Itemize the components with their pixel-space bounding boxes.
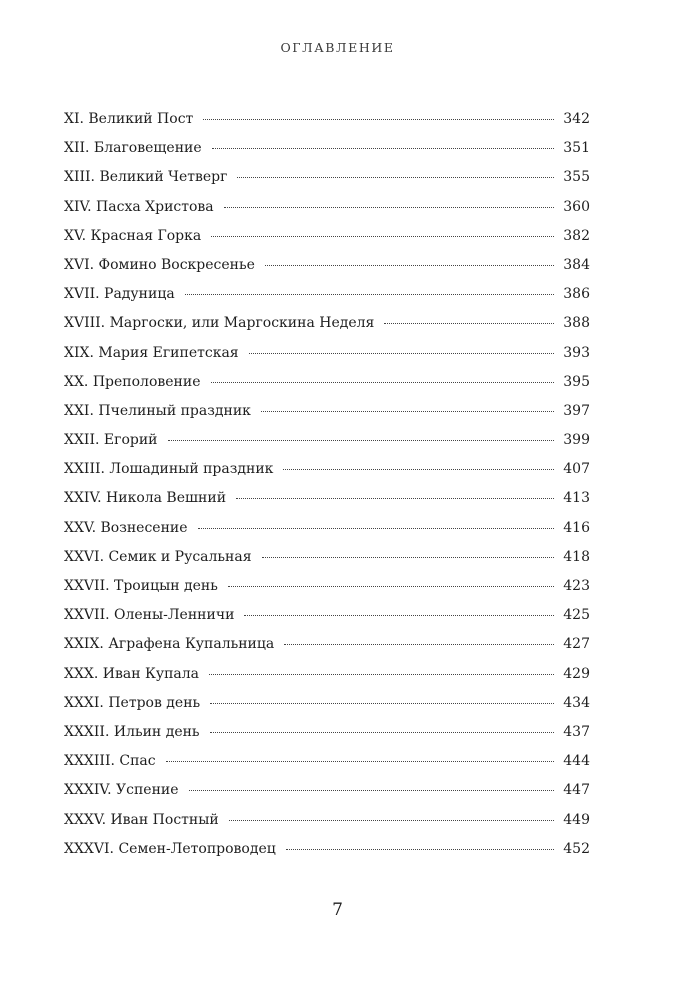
toc-entry: [64, 514, 590, 543]
toc-entry-page: 437: [563, 723, 590, 740]
toc-entry-page: 393: [563, 344, 590, 361]
toc-entry-page: 395: [563, 373, 590, 390]
toc-entry: [64, 689, 590, 718]
toc-entry: [64, 426, 590, 455]
dot-leader: [262, 556, 554, 558]
running-head: ОГЛАВЛЕНИЕ: [280, 40, 395, 55]
dot-leader: [286, 848, 554, 850]
dot-leader: [198, 527, 554, 529]
toc-entry-page: 444: [563, 753, 590, 770]
table-of-contents: [64, 105, 590, 864]
toc-entry: [64, 601, 590, 630]
dot-leader: [210, 702, 554, 704]
toc-entry-page: 351: [563, 140, 590, 157]
toc-entry-title: XXVII. Троицын день: [64, 578, 218, 594]
toc-entry: [64, 718, 590, 747]
toc-entry-title: XXXII. Ильин день: [64, 723, 200, 740]
toc-entry: [64, 280, 590, 309]
toc-entry-page: 399: [563, 432, 590, 449]
toc-entry: [64, 747, 590, 776]
toc-entry-page: 449: [563, 811, 590, 828]
dot-leader: [261, 410, 554, 412]
toc-entry: [64, 251, 590, 280]
toc-entry-page: 388: [563, 315, 590, 332]
toc-entry-title: XXXI. Петров день: [64, 694, 201, 711]
dot-leader: [168, 439, 554, 441]
toc-entry: [64, 776, 590, 805]
toc-entry-page: 416: [563, 519, 590, 536]
toc-entry-title: XXVI. Семик и Русальная: [64, 548, 252, 565]
toc-entry: [64, 309, 590, 338]
dot-leader: [210, 731, 554, 733]
toc-entry-title: XXVII. Олены-Ленничи: [64, 607, 235, 624]
dot-leader: [211, 381, 555, 383]
toc-entry-title: XVII. Радуница: [64, 286, 175, 303]
toc-entry: [64, 484, 590, 513]
dot-leader: [203, 118, 554, 120]
toc-entry-title: XXIX. Аграфена Купальница: [64, 636, 275, 653]
dot-leader: [228, 585, 554, 587]
toc-entry-title: XVIII. Маргоски, или Маргоскина Неделя: [64, 315, 375, 332]
dot-leader: [237, 176, 554, 178]
dot-leader: [283, 468, 554, 470]
toc-entry-title: XVI. Фомино Воскресенье: [64, 256, 255, 273]
toc-entry-page: 427: [563, 636, 590, 653]
dot-leader: [384, 322, 554, 324]
page-number: 7: [332, 900, 343, 920]
toc-entry: [64, 630, 590, 659]
toc-entry-page: 434: [563, 694, 590, 711]
toc-entry-page: 425: [563, 607, 590, 624]
dot-leader: [236, 497, 554, 499]
toc-entry: [64, 222, 590, 251]
toc-entry-title: XXI. Пчелиный праздник: [64, 402, 251, 419]
toc-entry: [64, 105, 590, 134]
toc-entry: [64, 660, 590, 689]
dot-leader: [284, 643, 554, 645]
toc-entry-title: XXXVI. Семен-Летопроводец: [64, 840, 276, 857]
toc-entry-page: 382: [563, 227, 590, 244]
toc-entry: [64, 397, 590, 426]
toc-entry-page: 429: [563, 665, 590, 682]
dot-leader: [189, 789, 554, 791]
dot-leader: [244, 614, 554, 616]
toc-entry-title: XXV. Вознесение: [64, 519, 188, 536]
dot-leader: [265, 264, 554, 266]
toc-entry-title: XXX. Иван Купала: [64, 665, 200, 682]
toc-entry-page: 397: [563, 402, 590, 419]
toc-entry-title: XXIV. Никола Вешний: [64, 490, 227, 507]
toc-entry-title: XIX. Мария Египетская: [64, 344, 239, 361]
toc-entry-title: XXIII. Лошадиный праздник: [64, 461, 274, 478]
toc-entry-page: 447: [563, 782, 590, 799]
toc-entry: [64, 455, 590, 484]
toc-entry-page: 360: [563, 198, 590, 215]
toc-entry-title: XX. Преполовение: [64, 373, 201, 390]
dot-leader: [249, 352, 554, 354]
toc-entry: [64, 806, 590, 835]
toc-entry: [64, 368, 590, 397]
toc-entry-title: XXXIV. Успение: [64, 782, 179, 799]
toc-entry-page: 386: [563, 286, 590, 303]
toc-entry: [64, 193, 590, 222]
toc-entry-page: 355: [563, 169, 590, 186]
toc-entry-page: 342: [563, 111, 590, 127]
toc-entry: [64, 543, 590, 572]
dot-leader: [211, 235, 554, 237]
toc-entry: [64, 163, 590, 192]
toc-entry: [64, 572, 590, 601]
dot-leader: [185, 293, 554, 295]
dot-leader: [166, 760, 554, 762]
dot-leader: [229, 819, 554, 821]
toc-entry-page: 407: [563, 461, 590, 478]
toc-entry-title: XI. Великий Пост: [64, 111, 194, 127]
toc-entry-title: XII. Благовещение: [64, 140, 202, 157]
toc-entry-page: 413: [563, 490, 590, 507]
toc-entry-title: XIV. Пасха Христова: [64, 198, 214, 215]
toc-entry-page: 423: [563, 578, 590, 594]
toc-entry: [64, 134, 590, 163]
toc-entry-title: XXXIII. Спас: [64, 753, 156, 770]
toc-entry-title: XXII. Егорий: [64, 432, 158, 449]
dot-leader: [224, 206, 554, 208]
toc-entry-title: XV. Красная Горка: [64, 227, 202, 244]
toc-entry-title: XIII. Великий Четверг: [64, 169, 228, 186]
toc-entry-page: 384: [563, 256, 590, 273]
toc-entry: [64, 339, 590, 368]
toc-entry-page: 452: [563, 840, 590, 857]
toc-entry-title: XXXV. Иван Постный: [64, 811, 219, 828]
dot-leader: [209, 673, 554, 675]
toc-entry-page: 418: [563, 548, 590, 565]
dot-leader: [212, 147, 554, 149]
toc-entry: [64, 835, 590, 864]
